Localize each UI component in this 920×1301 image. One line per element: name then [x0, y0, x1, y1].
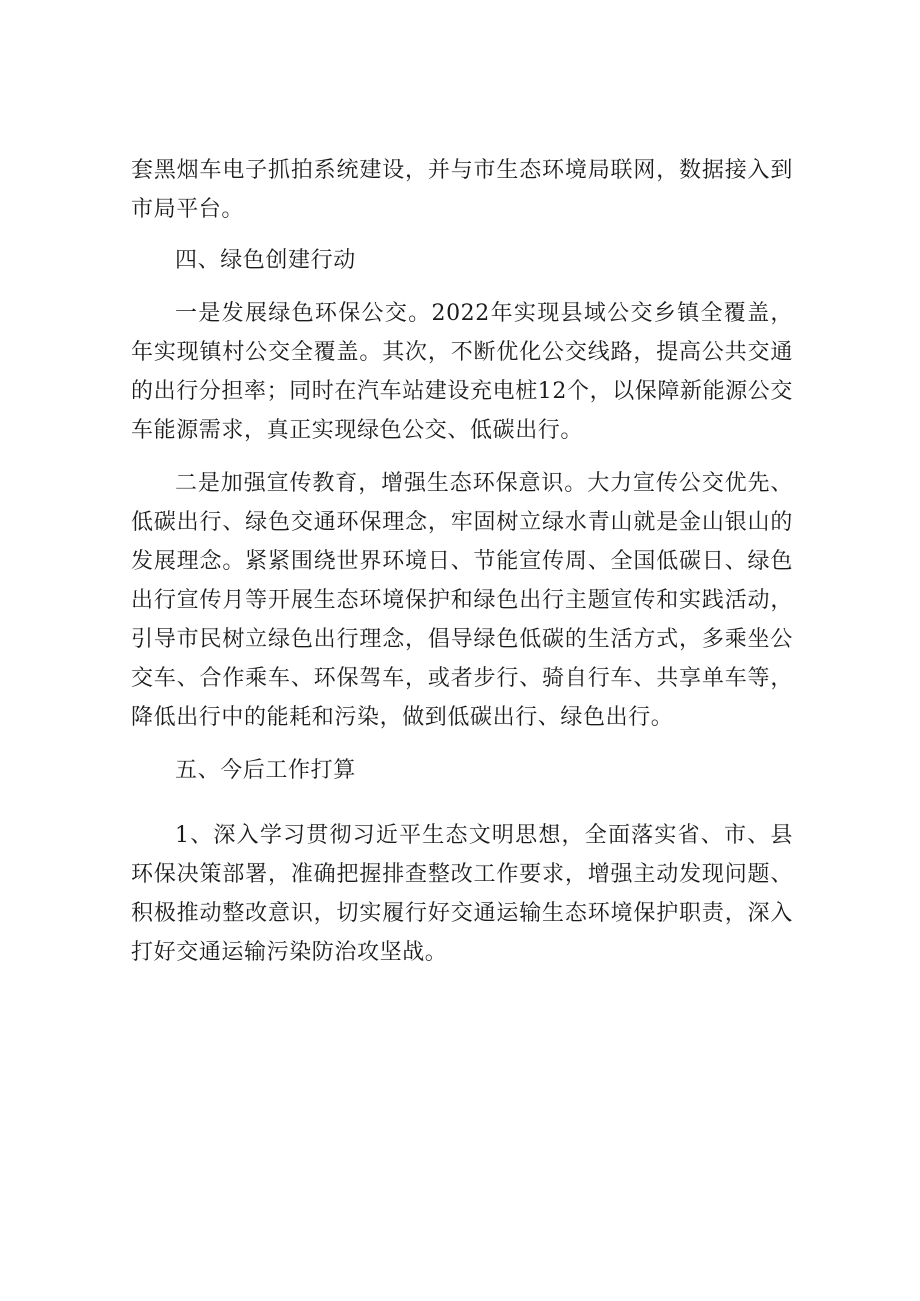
section-heading-future-plans: 五、今后工作打算	[175, 758, 356, 783]
section-heading-green-creation: 四、绿色创建行动	[175, 248, 356, 273]
paragraph-continuation: 套黑烟车电子抓拍系统建设，并与市生态环境局联网，数据接入到市局平台。	[131, 158, 793, 222]
paragraph-plan-item-1: 1、深入学习贯彻习近平生态文明思想，全面落实省、市、县环保决策部署，准确把握排查整改工作要求，增强主动发现问题、积极推动整改意识，切实履行好交通运输生态环境保护职责，深入打好交通运输污染防治攻坚战。	[131, 823, 793, 965]
document-body	[131, 151, 793, 972]
paragraph-publicity-education: 二是加强宣传教育，增强生态环保意识。大力宣传公交优先、低碳出行、绿色交通环保理念，牢固树立绿水青山就是金山银山的发展理念。紧紧围绕世界环境日、节能宣传周、全国低碳日、绿色出行宣传月等开展生态环境保护和绿色出行主题宣传和实践活动，引导市民树立绿色出行理念，倡导绿色低碳的生活方式，多乘坐公交车、合作乘车、环保驾车，或者步行、骑自行车、共享单车等，降低出行中的能耗和污染，做到低碳出行、绿色出行。	[131, 471, 793, 730]
paragraph-green-bus: 一是发展绿色环保公交。2022年实现县域公交乡镇全覆盖，年实现镇村公交全覆盖。其次，不断优化公交线路，提高公共交通的出行分担率；同时在汽车站建设充电桩12个，以保障新能源公交车能源需求，真正实现绿色公交、低碳出行。	[131, 301, 793, 443]
